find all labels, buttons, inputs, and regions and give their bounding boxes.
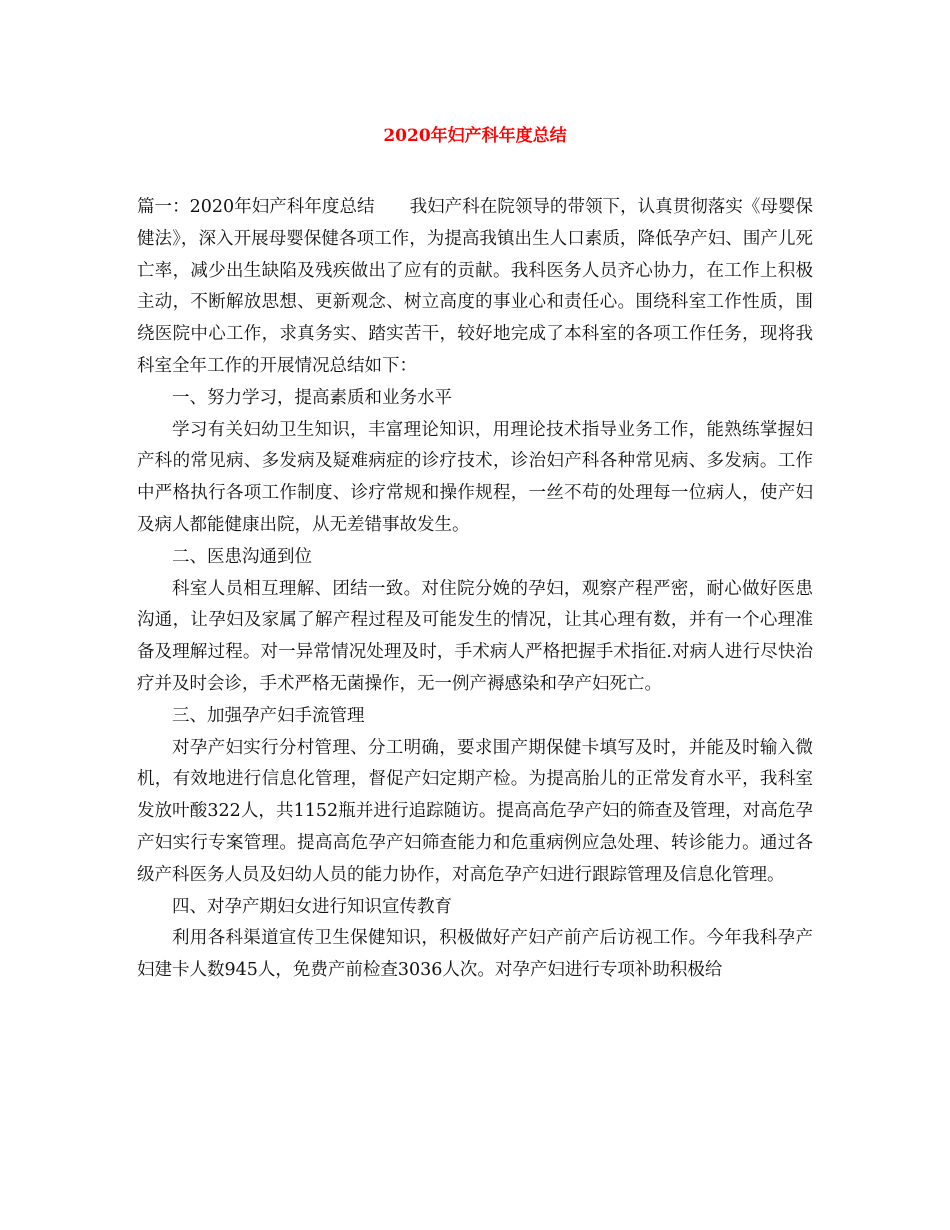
section-paragraph-3: 对孕产妇实行分村管理、分工明确，要求围产期保健卡填写及时，并能及时输入微机，有效地进行信息化管理，督促产妇定期产检。为提高胎儿的正常发育水平，我科室发放叶酸322人，共1152瓶并进行追踪随访。提高高危孕产妇的筛查及管理，对高危孕产妇实行专案管理。提高高危孕产妇筛查能力和危重病例应急处理、转诊能力。通过各级产科医务人员及妇幼人员的能力协作，对高危孕产妇进行跟踪管理及信息化管理。 — [137, 737, 813, 885]
intro-paragraph: 篇一：2020年妇产科年度总结 我妇产科在院领导的带领下，认真贯彻落实《母婴保健法》，深入开展母婴保健各项工作，为提高我镇出生人口素质，降低孕产妇、围产儿死亡率，减少出生缺陷及残疾做出了应有的贡献。我科医务人员齐心协力，在工作上积极主动，不断解放思想、更新观念、树立高度的事业心和责任心。围绕科室工作性质，围绕医院中心工作，求真务实、踏实苦干，较好地完成了本科室的各项工作任务，现将我科室全年工作的开展情况总结如下： — [137, 197, 813, 376]
section-paragraph-4: 利用各科渠道宣传卫生保健知识，积极做好产妇产前产后访视工作。今年我科孕产妇建卡人数945人，免费产前检查3036人次。对孕产妇进行专项补助积极给 — [137, 928, 813, 981]
section-heading-1: 一、努力学习，提高素质和业务水平 — [172, 387, 452, 408]
document-title: 2020年妇产科年度总结 — [383, 126, 567, 146]
section-heading-2: 二、医患沟通到位 — [172, 546, 312, 567]
section-paragraph-1: 学习有关妇幼卫生知识，丰富理论知识，用理论技术指导业务工作，能熟练掌握妇产科的常见病、多发病及疑难病症的诊疗技术，诊治妇产科各种常见病、多发病。工作中严格执行各项工作制度、诊疗常规和操作规程，一丝不苟的处理每一位病人，使产妇及病人都能健康出院，从无差错事故发生。 — [137, 419, 813, 535]
section-heading-4: 四、对孕产期妇女进行知识宣传教育 — [172, 896, 452, 917]
document-body — [137, 192, 813, 987]
section-heading-3: 三、加强孕产妇手流管理 — [172, 705, 365, 726]
section-paragraph-2: 科室人员相互理解、团结一致。对住院分娩的孕妇，观察产程严密，耐心做好医患沟通，让孕妇及家属了解产程过程及可能发生的情况，让其心理有数，并有一个心理准备及理解过程。对一异常情况处理及时，手术病人严格把握手术指征.对病人进行尽快治疗并及时会诊，手术严格无菌操作，无一例产褥感染和孕产妇死亡。 — [137, 578, 813, 694]
